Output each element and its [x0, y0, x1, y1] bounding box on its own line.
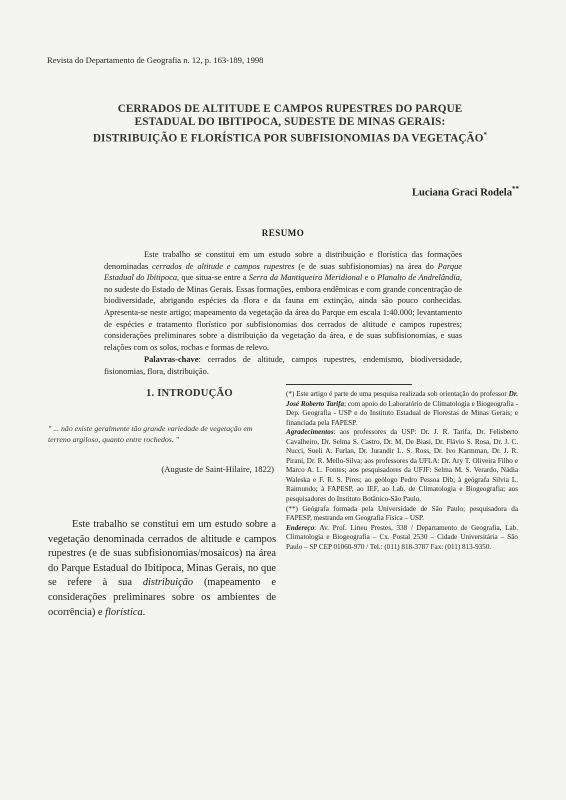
abstract-body — [104, 249, 462, 378]
abstract-italic-term: Parque Estadual do Ibitipoca — [104, 261, 462, 283]
abstract-heading: RESUMO — [261, 228, 305, 238]
introduction-body — [48, 518, 276, 620]
advisor-name: Dr. José Roberto Tarifa — [286, 390, 518, 408]
keywords — [104, 354, 462, 377]
abstract-text: (e de suas subfisionomias) na área do — [294, 261, 438, 271]
acknowledgements — [286, 428, 518, 504]
footnote-1 — [286, 390, 518, 428]
abstract-text: , no sudeste do Estado de Minas Gerais. Essas formações, embora endêmicas e com grande concentração de biodiversidade, abrigando espécies da flora e da fauna em extinção, ainda são pouco conhecidas. Apresenta-se neste artigo; mapeamento da vegetação da área do Parque em escala 1:40.000; levantamento de espécies e tratamento florístico por subfisionomias dos cerrados de altitude e campos rupestres; considerações preliminares sobre a distribuição da vegetação da área, e de suas subfisionomias, e suas relações com os solos, rochas e formas de relevo. — [104, 273, 462, 352]
intro-text: . — [142, 606, 146, 618]
footnote-divider — [286, 384, 412, 385]
keywords-label: Palavras-chave — [144, 355, 199, 365]
abstract-text: , que situa-se entre a — [177, 273, 249, 283]
author-name — [412, 185, 519, 199]
title-footnote-mark: * — [483, 131, 488, 139]
footnote-2: (**) Geógrafa formada pela Universidade de São Paulo; pesquisadora da FAPESP, mestranda em Geografia Física – USP. — [286, 504, 518, 523]
footnote-address — [286, 524, 518, 553]
abstract-italic-term: Serra da Mantiqueira Meridional — [248, 273, 363, 283]
section-heading: 1. INTRODUÇÃO — [146, 388, 233, 399]
acknowledgements-label: Agradecimentos — [286, 428, 334, 437]
intro-italic-term: distribuição — [142, 577, 194, 589]
intro-text: (mapeamento e considerações preliminares sobre os ambientes de ocorrência) e — [48, 577, 276, 618]
acknowledgements-text: : aos professores da USP: Dr. J. R. Tarifa, Dr. Felisberto Cavalheiro, Dr. Selma S. Castro, Dr. M. De Biasi, Dr. Flávio S. Rosa, Dr. J. C. Nucci, Sueli A. Furlan, Dr. Jurandir L. S. Ross, Dr. Ivo Karmman, Dr. J. R. Pirani, Dr. R. Mello-Silva; aos professores da UFLA: Dr. Ary T. Oliveira Filho e Marco A. L. Fontes; aos pesquisadores da UFJF: Selma M. S. Verardo, Nádia Waleska e F. R. S. Pires; ao geólogo Pedro Pessoa Dib; à geógrafa Silvia L. Raimundo; à FAPESP, ao IEF, ao Lab. de Climatologia e Biogeografia; aos pesquisadores do Instituto Botânico-São Paulo. — [286, 428, 518, 504]
author-footnote-mark: ** — [512, 185, 519, 193]
address-label: Endereço — [286, 523, 315, 532]
address-text: : Av. Prof. Lineu Prestes, 338 / Departamento de Geografia, Lab. Climatologia e Biogeografia – Cx. Postal 2530 – Cidade Universitária – São Paulo – SP CEP 01060-970 / Tel.: (011) 818-3787 Fax: (011) 813-9350. — [286, 523, 518, 551]
title-line-3-text: DISTRIBUIÇÃO E FLORÍSTICA POR SUBFISIONOMIAS DA VEGETAÇÃO — [92, 132, 484, 145]
title-line-1: CERRADOS DE ALTITUDE E CAMPOS RUPESTRES DO PARQUE — [117, 103, 463, 115]
title-line-2: ESTADUAL DO IBITIPOCA, SUDESTE DE MINAS GERAIS: — [134, 116, 446, 128]
epigraph-attribution: (Auguste de Saint-Hilaire, 1822) — [161, 464, 274, 474]
intro-text: Este trabalho se constitui em um estudo sobre a vegetação denominada cerrados de altitude e campos rupestres (e de suas subfisionomias/mosaicos) na área do Parque Estadual do Ibitipoca, Minas Gerais, no que se refere à sua — [48, 519, 276, 589]
epigraph-quote: " ... não existe geralmente tão grande variedade de vegetação em terreno argiloso, quanto entre rochedos. " — [48, 424, 253, 444]
abstract-text: e o — [362, 273, 378, 283]
abstract-paragraph — [104, 249, 462, 353]
abstract-italic-term: Planalto de Andrelândia — [377, 273, 460, 283]
intro-italic-term: florística — [105, 606, 143, 618]
introduction-paragraph — [48, 518, 276, 620]
footnote-text: ; com apoio do Laboratório de Climatologia e Biogeografia - Dep. Geografia - USP e do Instituto Estadual de Florestas de Minas Gerais; e financiada pela FAPESP. — [286, 399, 518, 427]
article-title — [60, 103, 520, 146]
journal-header: Revista do Departamento de Geografia n. 12, p. 163-189, 1998 — [47, 55, 264, 65]
footnotes — [286, 390, 518, 552]
keywords-list: : cerrados de altitude, campos rupestres, endemismo, biodiversidade, fisionomias, flora, distribuição. — [104, 355, 462, 376]
author-name-text: Luciana Graci Rodela — [411, 187, 512, 199]
abstract-italic-term: cerrados de altitude e campos rupestres — [152, 261, 295, 271]
footnote-text: (*) Este artigo é parte de uma pesquisa realizada sob orientação do professor — [286, 390, 509, 398]
abstract-text: Este trabalho se constitui em um estudo sobre a distribuição e florística das formações denominadas — [104, 250, 462, 271]
title-line-3 — [60, 129, 520, 146]
